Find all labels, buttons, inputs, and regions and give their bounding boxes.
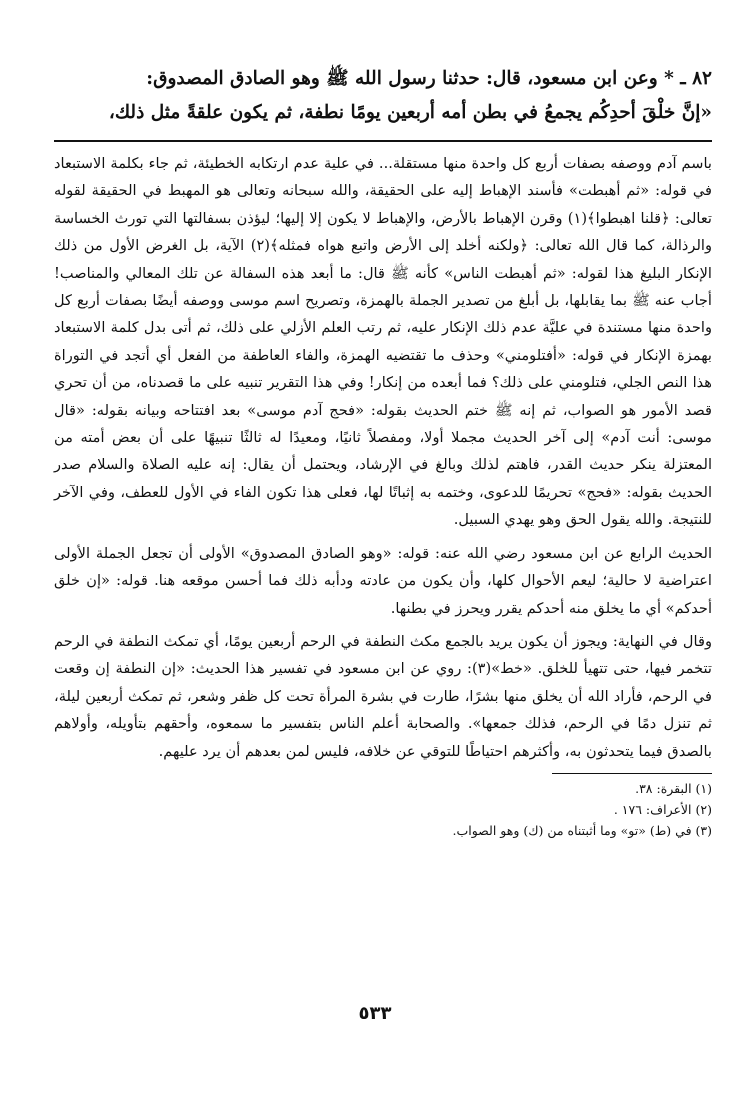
footnote-3: (٣) في (ط) «تو» وما أثبتناه من (ك) وهو الصواب. bbox=[452, 822, 712, 838]
commentary-paragraph-2: الحديث الرابع عن ابن مسعود رضي الله عنه: قوله: «وهو الصادق المصدوق» الأولى أن تجعل الجملة الأولى اعتراضية لا حالية؛ ليعم الأحوال كلها، وأن يكون من عادته ودأبه ذلك فما أحسن موقعه هنا. قوله: «إن خلق أحدكم» أي ما يخلق منه أحدكم يقرر ويحرز في بطنها. bbox=[54, 544, 712, 617]
hadith-line-1: ٨٢ ـ * وعن ابن مسعود، قال: حدثنا رسول الله ﷺ وهو الصادق المصدوق: bbox=[146, 68, 712, 89]
commentary-paragraph-3: وقال في النهاية: ويجوز أن يكون يريد بالجمع مكث النطفة في الرحم أربعين يومًا، أي تمكث النطفة في الرحم تتخمر فيها، حتى تتهيأ للخلق. «خط»(٣): روي عن ابن مسعود في تفسير هذا الحديث: «إن النطفة إن وقعت في الرحم، فأراد الله أن يخلق منها بشرًا، طارت في بشرة المرأة تحت كل ظفر وشعر، ثم تمكث أربعين ليلة، ثم تنزل دمًا في الرحم، فذلك جمعها». والصحابة أعلم الناس بتفسير ما سمعوه، وأحقهم بتأويله، وأولاهم بالصدق فيما يتحدثون به، وأكثرهم احتياطًا للتوقي عن خلافه، فليس لمن بعدهم أن يرد عليهم. bbox=[54, 632, 712, 760]
hadith-line-2: «إنَّ خلْقَ أحدِكُم يجمعُ في بطن أمه أربعين يومًا نطفة، ثم يكون علقةً مثل ذلك، bbox=[108, 102, 712, 123]
header-divider bbox=[54, 140, 712, 142]
commentary bbox=[54, 150, 712, 765]
footnote-divider bbox=[552, 773, 712, 774]
footnotes bbox=[54, 778, 712, 841]
footnote-2: (٢) الأعراف: ١٧٦ . bbox=[613, 801, 712, 817]
book-page bbox=[54, 62, 712, 1092]
commentary-paragraph-1: باسم آدم ووصفه بصفات أربع كل واحدة منها مستقلة... في علية عدم ارتكابه الخطيئة، ثم جاء بكلمة الاستبعاد في قوله: «ثم أهبطت» فأسند الإهباط إليه على الحقيقة، والله سبحانه وتعالى هو المهبط في الحقيقة لقوله تعالى: ﴿قلنا اهبطوا﴾(١) وقرن الإهباط بالأرض، والإهباط لا يكون إلا إليها؛ ليؤذن بسفالتها التي تورث الخساسة والرذالة، كما قال الله تعالى: ﴿ولكنه أخلد إلى الأرض واتبع هواه فمثله﴾(٢) الآية، بل الغرض الأول من ذلك الإنكار البليغ هذا لقوله: «ثم أهبطت الناس» كأنه ﷺ قال: ما أبعد هذه السفالة عن تلك المعالي والمناصب! أجاب عنه ﷺ بما يقابلها، بل أبلغ من تصدير الجملة بالهمزة، وتصريح اسم موسى ووصفه أيضًا بصفات أربع كل واحدة منها مستندة في عليَّة عدم ذلك الإنكار عليه، ثم رتب العلم الأزلي على ذلك، ثم أتى بدل كلمة الاستبعاد بهمزة الإنكار في قوله: «أفتلومني» وحذف ما تقتضيه الهمزة، والفاء العاطفة من الفعل أي أتجد في التوراة هذا النص الجلي، فتلومني على ذلك؟ فما أبعده من إنكار! وفي هذا التقرير تنبيه على ما قصدناه، من أن تحري قصد الأمور هو الصواب، ثم إنه ﷺ ختم الحديث بقوله: «فحج آدم موسى» بعد افتتاحه وبيانه بقوله: «قال موسى: أنت آدم» إلى آخر الحديث مجملا أولا، ومفصلاً ثانيًا، ومعيدًا له ثالثًا تنبيهًا على أن بعض أمته من المعتزلة ينكر حديث القدر، فاهتم لذلك وبالغ في الإرشاد، ويحتمل أن يقال: إنه عليه الصلاة والسلام صدر الحديث بقوله: «فحج» تحريمًا للدعوى، وختمه به إثباتًا لها، فعلى هذا تكون الفاء في الأول للعطف، وفي الآخر للنتيجة. والله يقول الحق وهو يهدي السبيل. bbox=[54, 155, 713, 529]
hadith-text bbox=[54, 62, 712, 130]
page-number: ٥٣٣ bbox=[358, 1003, 392, 1024]
footnote-1: (١) البقرة: ٣٨. bbox=[635, 780, 712, 796]
